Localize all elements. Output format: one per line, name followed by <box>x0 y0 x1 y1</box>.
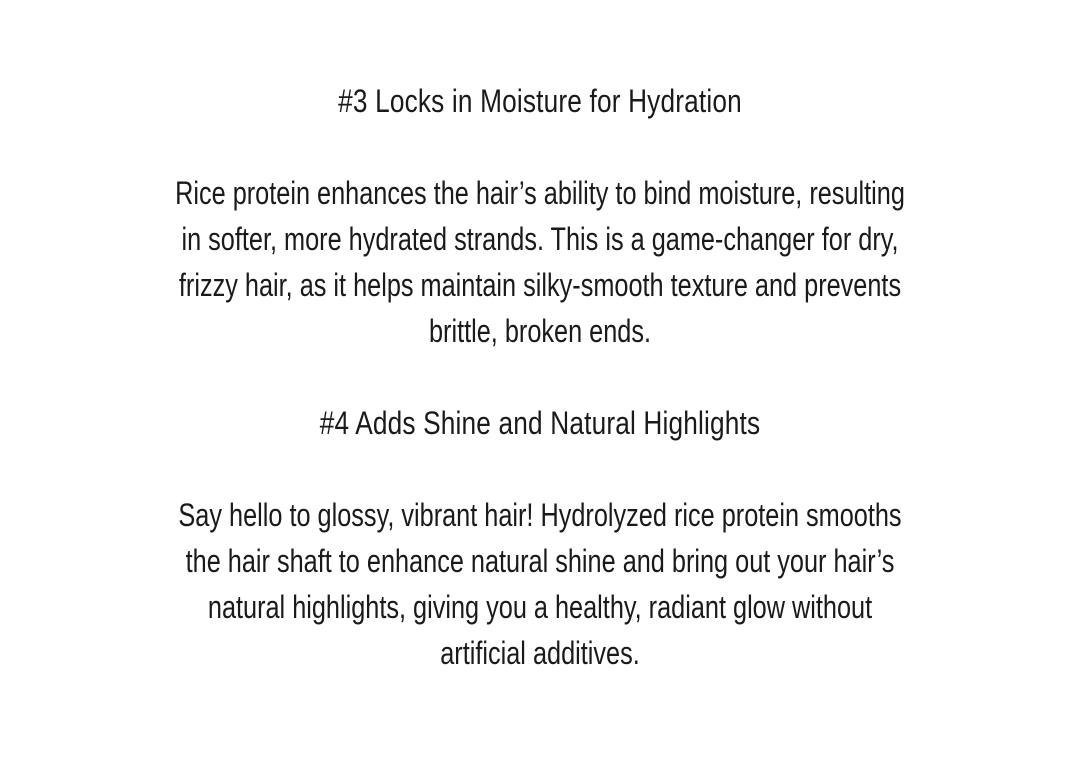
section-4-body-line: artificial additives. <box>440 635 640 671</box>
section-3-body-line: frizzy hair, as it helps maintain silky-smooth texture and prevents <box>178 267 902 303</box>
section-3-body-line: Rice protein enhances the hair’s ability to bind moisture, resulting <box>175 175 905 211</box>
section-3-heading: #3 Locks in Moisture for Hydration <box>338 83 742 119</box>
section-4-body-line: natural highlights, giving you a healthy, radiant glow without <box>207 589 873 625</box>
section-3-body-line: in softer, more hydrated strands. This is a game-changer for dry, <box>181 221 899 257</box>
section-3-body-line: brittle, broken ends. <box>428 313 652 349</box>
section-4-body-line: Say hello to glossy, vibrant hair! Hydrolyzed rice protein smooths <box>178 497 902 533</box>
section-4-heading: #4 Adds Shine and Natural Highlights <box>319 405 761 441</box>
section-3-body <box>106 170 975 354</box>
section-4-body <box>106 492 975 676</box>
section-4-body-line: the hair shaft to enhance natural shine and bring out your hair’s <box>185 543 895 579</box>
